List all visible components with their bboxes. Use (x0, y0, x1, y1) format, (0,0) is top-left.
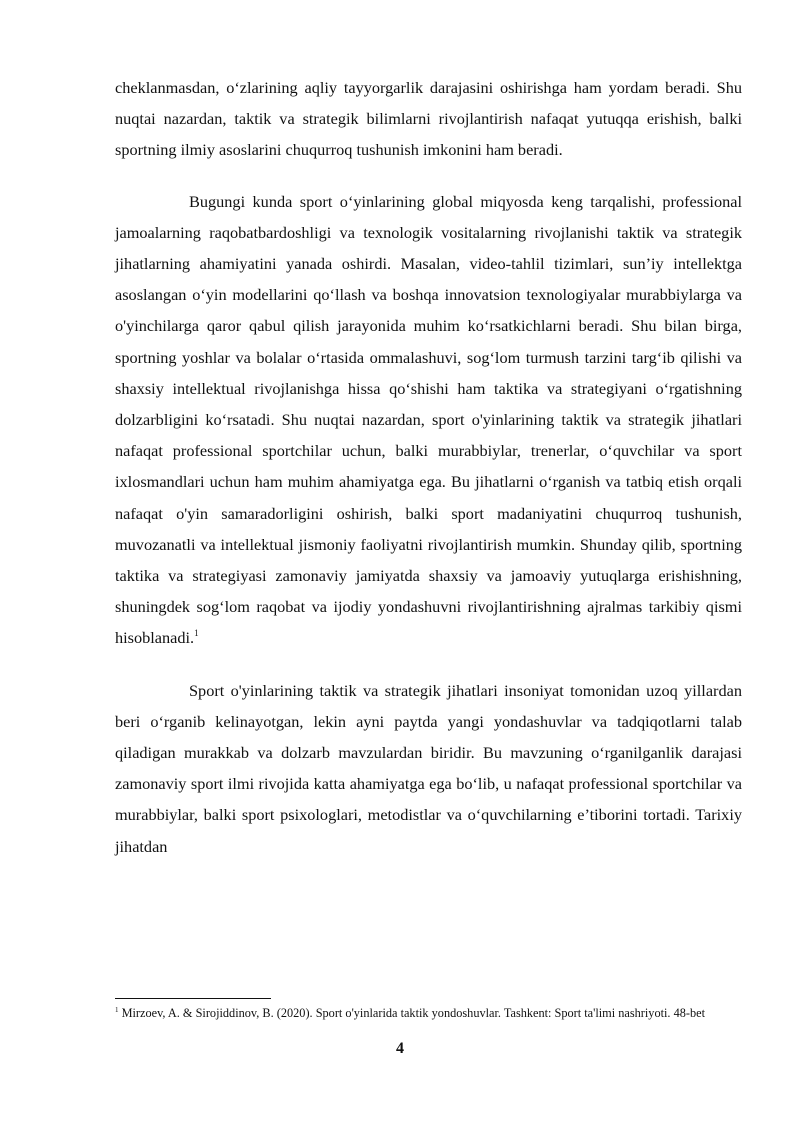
paragraph-continuation: cheklanmasdan, o‘zlarining aqliy tayyorgarlik darajasini oshirishga ham yordam beradi. Shu nuqtai nazardan, taktik va strategik bilimlarni rivojlantirish nafaqat yutuqqa erishish, balki sportning ilmiy asoslarini chuqurroq tushunish imkonini ham beradi. (115, 78, 742, 160)
footnote-text: Mirzoev, A. & Sirojiddinov, B. (2020). Sport o'yinlarida taktik yondoshuvlar. Tashkent: Sport ta'limi nashriyoti. 48-bet (121, 1006, 705, 1020)
paragraph-modern-sports (115, 186, 742, 654)
paragraph-text: Bugungi kunda sport o‘yinlarining global miqyosda keng tarqalishi, professional jamoalarning raqobatbardoshligi va texnologik vositalarning rivojlanishi taktik va strategik jihatlarning ahamiyatini yanada oshirdi. Masalan, video-tahlil tizimlari, sun’iy intellektga asoslangan o‘yin modellarini qo‘llash va boshqa innovatsion texnologiyalar murabbiylarga va o'yinchilarga qaror qabul qilish jarayonida muhim ko‘rsatkichlarni beradi. Shu bilan birga, sportning yoshlar va bolalar o‘rtasida ommalashuvi, sog‘lom turmush tarzini targ‘ib qilishi va shaxsiy intellektual rivojlanishga hissa qo‘shishi ham taktika va strategiyani o‘rgatishning dolzarbligini ko‘rsatadi. Shu nuqtai nazardan, sport o'yinlarining taktik va strategik jihatlari nafaqat professional sportchilar uchun, balki murabbiylar, trenerlar, o‘quvchilar va sport ixlosmandlari uchun ham muhim ahamiyatga ega. Bu jihatlarni o‘rganish va tatbiq etish orqali nafaqat o'yin samaradorligini oshirish, balki sport madaniyatini chuqurroq tushunish, muvozanatli va intellektual jismoniy faoliyatni rivojlantirish mumkin. Shunday qilib, sportning taktika va strategiyasi zamonaviy jamiyatda shaxsiy va jamoaviy yutuqlarga erishishning, shuningdek sog‘lom raqobat va ijodiy yondashuvni rivojlantirishning ajralmas tarkibiy qismi hisoblanadi. (115, 191, 742, 648)
footnote-marker: 1 (115, 1006, 119, 1014)
footnote-reference[interactable]: 1 (194, 628, 199, 639)
body-text (115, 72, 742, 862)
page-number: 4 (396, 1040, 404, 1057)
footnote-separator (115, 998, 271, 999)
paragraph-research-level: Sport o'yinlarining taktik va strategik jihatlari insoniyat tomonidan uzoq yillardan beri o‘rganib kelinayotgan, lekin ayni paytda yangi yondashuvlar va tadqiqotlarni talab qiladigan murakkab va dolzarb mavzulardan biridir. Bu mavzuning o‘rganilganlik darajasi zamonaviy sport ilmi rivojida katta ahamiyatga ega bo‘lib, u nafaqat professional sportchilar va murabbiylar, balki sport psixologlari, metodistlar va o‘quvchilarning e’tiborini tortadi. Tarixiy jihatdan (115, 680, 742, 856)
footnote (115, 1004, 742, 1023)
